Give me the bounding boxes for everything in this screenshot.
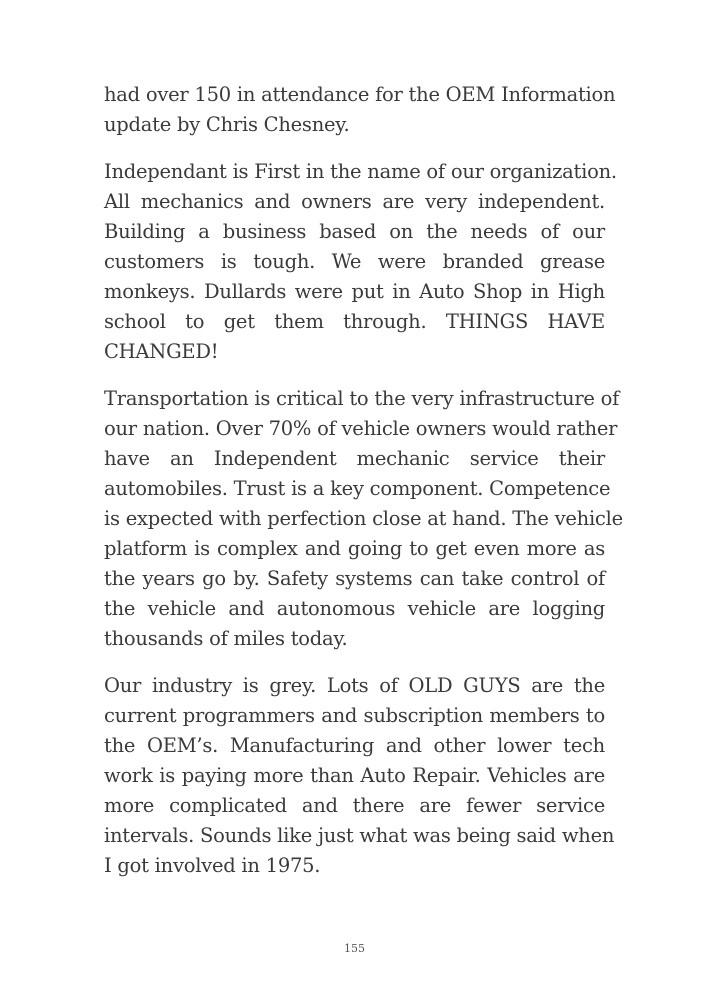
text-line: automobiles. Trust is a key component. Competence (104, 477, 611, 500)
page-number: 155 (344, 942, 365, 955)
text-line: All mechanics and owners are very independent. (104, 190, 605, 213)
paragraph-industry (104, 671, 615, 881)
text-line: update by Chris Chesney. (104, 113, 350, 136)
text-line: Our industry is grey. Lots of OLD GUYS are the (104, 674, 605, 697)
text-line: platform is complex and going to get even more as (104, 537, 605, 560)
text-line: more complicated and there are fewer service (104, 794, 605, 817)
text-line: had over 150 in attendance for the OEM Information (104, 83, 616, 106)
paragraph-independant (104, 157, 617, 367)
text-line: Building a business based on the needs of our (104, 220, 605, 243)
text-line: our nation. Over 70% of vehicle owners would rather (104, 417, 618, 440)
text-line: Transportation is critical to the very infrastructure of (104, 387, 620, 410)
text-line: the years go by. Safety systems can take control of (104, 567, 605, 590)
text-line: CHANGED! (104, 340, 219, 363)
text-line: the OEM’s. Manufacturing and other lower tech (104, 734, 605, 757)
text-line: have an Independent mechanic service their (104, 447, 605, 470)
text-line: the vehicle and autonomous vehicle are logging (104, 597, 605, 620)
text-line: is expected with perfection close at hand. The vehicle (104, 507, 623, 530)
text-line: Independant is First in the name of our organization. (104, 160, 617, 183)
text-line: customers is tough. We were branded grease (104, 250, 605, 273)
paragraph-transportation (104, 384, 623, 654)
text-line: work is paying more than Auto Repair. Vehicles are (104, 764, 605, 787)
text-line: current programmers and subscription members to (104, 704, 605, 727)
text-line: I got involved in 1975. (104, 854, 321, 877)
text-line: thousands of miles today. (104, 627, 348, 650)
text-line: school to get them through. THINGS HAVE (104, 310, 605, 333)
body-text (104, 80, 623, 898)
text-line: monkeys. Dullards were put in Auto Shop in High (104, 280, 605, 303)
text-line: intervals. Sounds like just what was being said when (104, 824, 615, 847)
paragraph-attendance (104, 80, 616, 140)
